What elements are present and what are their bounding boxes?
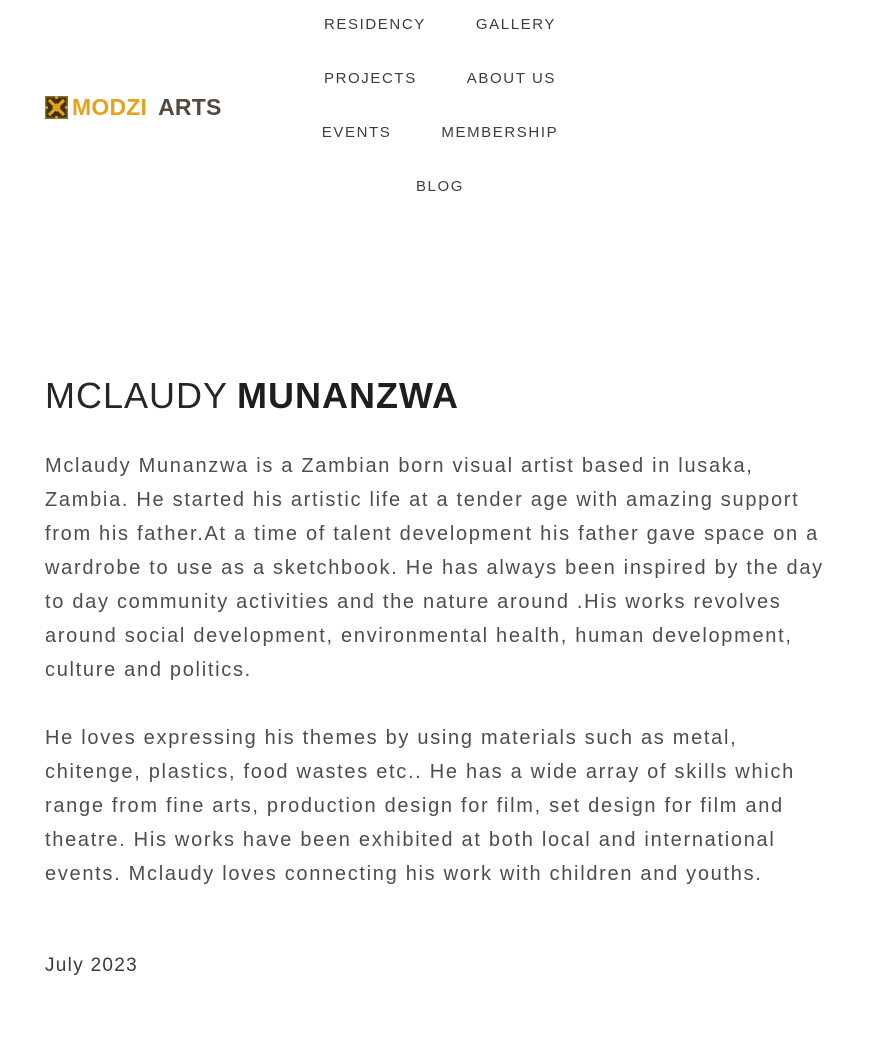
nav-item-residency[interactable]: RESIDENCY: [323, 16, 426, 33]
nav-item-membership[interactable]: MEMBERSHIP: [441, 124, 559, 141]
post-date: July 2023: [45, 955, 139, 976]
bio-paragraph-1: Mclaudy Munanzwa is a Zambian born visual artist based in lusaka, Zambia. He started his artistic life at a tender age with amazing support from his father.At a time of talent development his father gave space on a wardrobe to use as a sketchbook. He has always been inspired by the day to day community activities and the nature around .His works revolves around social development, environmental health, human development, culture and politics.: [45, 455, 824, 681]
logo-word-modzi: MODZI: [72, 94, 148, 120]
modzi-pattern-icon: [45, 96, 68, 119]
logo-word-arts: ARTS: [158, 94, 222, 120]
artist-last-name: MUNANZWA: [237, 375, 459, 416]
site-header: [0, 0, 880, 212]
nav-item-gallery[interactable]: GALLERY: [475, 16, 557, 33]
bio-paragraph-2: He loves expressing his themes by using materials such as metal, chitenge, plastics, food wastes etc.. He has a wide array of skills which range from fine arts, production design for film, set design for film and theatre. His works have been exhibited at both local and international events. Mclaudy loves connecting his work with children and youths.: [45, 727, 795, 885]
nav-item-about-us[interactable]: ABOUT US: [466, 70, 557, 87]
site-logo[interactable]: [45, 95, 222, 119]
nav-item-projects[interactable]: PROJECTS: [323, 70, 417, 87]
main-nav: [296, 0, 584, 195]
nav-item-events[interactable]: EVENTS: [321, 124, 392, 141]
artist-bio-section: [0, 376, 880, 977]
nav-item-blog[interactable]: BLOG: [415, 178, 465, 195]
page-title: [45, 376, 835, 416]
artist-first-name: MCLAUDY: [45, 375, 229, 416]
